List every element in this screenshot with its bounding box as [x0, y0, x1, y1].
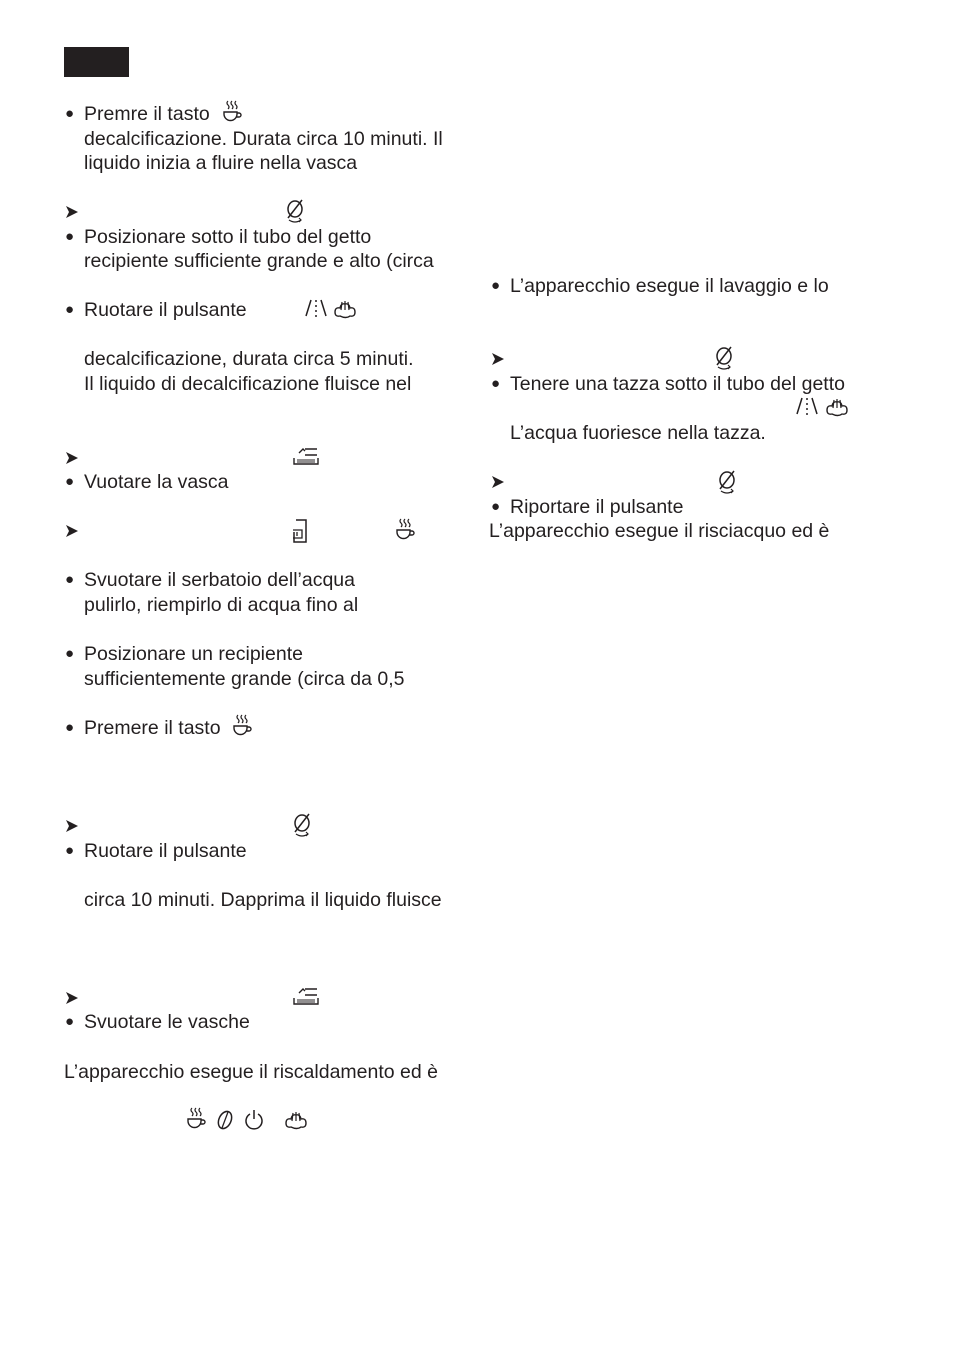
text-line: Ruotare il pulsante: [84, 299, 247, 321]
section-tab-marker: [64, 47, 129, 77]
text-line: Tenere una tazza sotto il tubo del getto: [510, 373, 845, 395]
text-line: decalcificazione, durata circa 5 minuti.: [84, 348, 414, 370]
text-line: Ruotare il pulsante: [84, 840, 247, 862]
drip-tray-icon: [291, 986, 321, 1008]
arrow-marker-icon: [491, 352, 505, 366]
arrow-marker-icon: [65, 451, 79, 465]
drip-tray-icon: [291, 446, 321, 468]
instruction-bullet: [84, 225, 371, 249]
coffee-cup-icon: [186, 1107, 206, 1131]
instruction-bullet: [84, 568, 355, 592]
text-line: Riportare il pulsante: [510, 496, 684, 518]
arrow-marker-icon: [491, 475, 505, 489]
text-line: Premre il tasto: [84, 103, 210, 125]
text-line: circa 10 minuti. Dapprima il liquido fluisce: [84, 889, 442, 911]
coffee-cup-icon: [222, 100, 242, 124]
decalcify-icon: [716, 469, 738, 495]
text-line: decalcificazione. Durata circa 10 minuti. Il: [84, 128, 443, 150]
hot-water-icon: [794, 396, 820, 418]
instruction-bullet: [84, 1010, 250, 1034]
text-line: sufficientemente grande (circa da 0,5: [84, 668, 405, 690]
text-line: L’apparecchio esegue il risciacquo ed è: [489, 520, 830, 542]
text-line: Posizionare sotto il tubo del getto: [84, 226, 372, 248]
instruction-bullet: [510, 372, 845, 396]
text-line: L’apparecchio esegue il lavaggio e lo: [510, 275, 829, 297]
bean-icon: [215, 1109, 235, 1131]
coffee-cup-icon: [395, 518, 415, 542]
decalcify-icon: [284, 198, 306, 224]
instruction-bullet: [84, 470, 229, 494]
arrow-marker-icon: [65, 205, 79, 219]
text-line: pulirlo, riempirlo di acqua fino al: [84, 594, 359, 616]
text-line: Il liquido di decalcificazione fluisce nel: [84, 373, 412, 395]
coffee-cup-icon: [232, 714, 252, 738]
text-line: L’acqua fuoriesce nella tazza.: [510, 422, 766, 444]
arrow-marker-icon: [65, 991, 79, 1005]
arrow-marker-icon: [65, 524, 79, 538]
text-line: liquido inizia a fluire nella vasca: [84, 152, 358, 174]
instruction-bullet: [84, 298, 247, 322]
decalcify-icon: [291, 812, 313, 838]
text-line: Vuotare la vasca: [84, 471, 229, 493]
power-icon: [243, 1109, 265, 1131]
text-line: Premere il tasto: [84, 717, 221, 739]
instruction-bullet: [84, 642, 303, 666]
instruction-bullet: [84, 716, 221, 740]
decalcify-icon: [713, 345, 735, 371]
steam-icon: [824, 396, 850, 418]
instruction-bullet: [510, 274, 829, 298]
water-tank-icon: [291, 518, 311, 544]
instruction-bullet: [84, 839, 247, 863]
instruction-bullet: [84, 102, 210, 126]
instruction-bullet: [510, 495, 683, 519]
text-line: L’apparecchio esegue il riscaldamento ed è: [64, 1061, 438, 1083]
arrow-marker-icon: [65, 819, 79, 833]
text-line: Svuotare le vasche: [84, 1011, 250, 1033]
text-line: recipiente sufficiente grande e alto (circa: [84, 250, 434, 272]
steam-icon: [332, 298, 358, 320]
text-line: Svuotare il serbatoio dell’acqua: [84, 569, 356, 591]
text-line: Posizionare un recipiente: [84, 643, 303, 665]
hot-water-icon: [303, 298, 329, 320]
steam-icon: [283, 1109, 309, 1131]
